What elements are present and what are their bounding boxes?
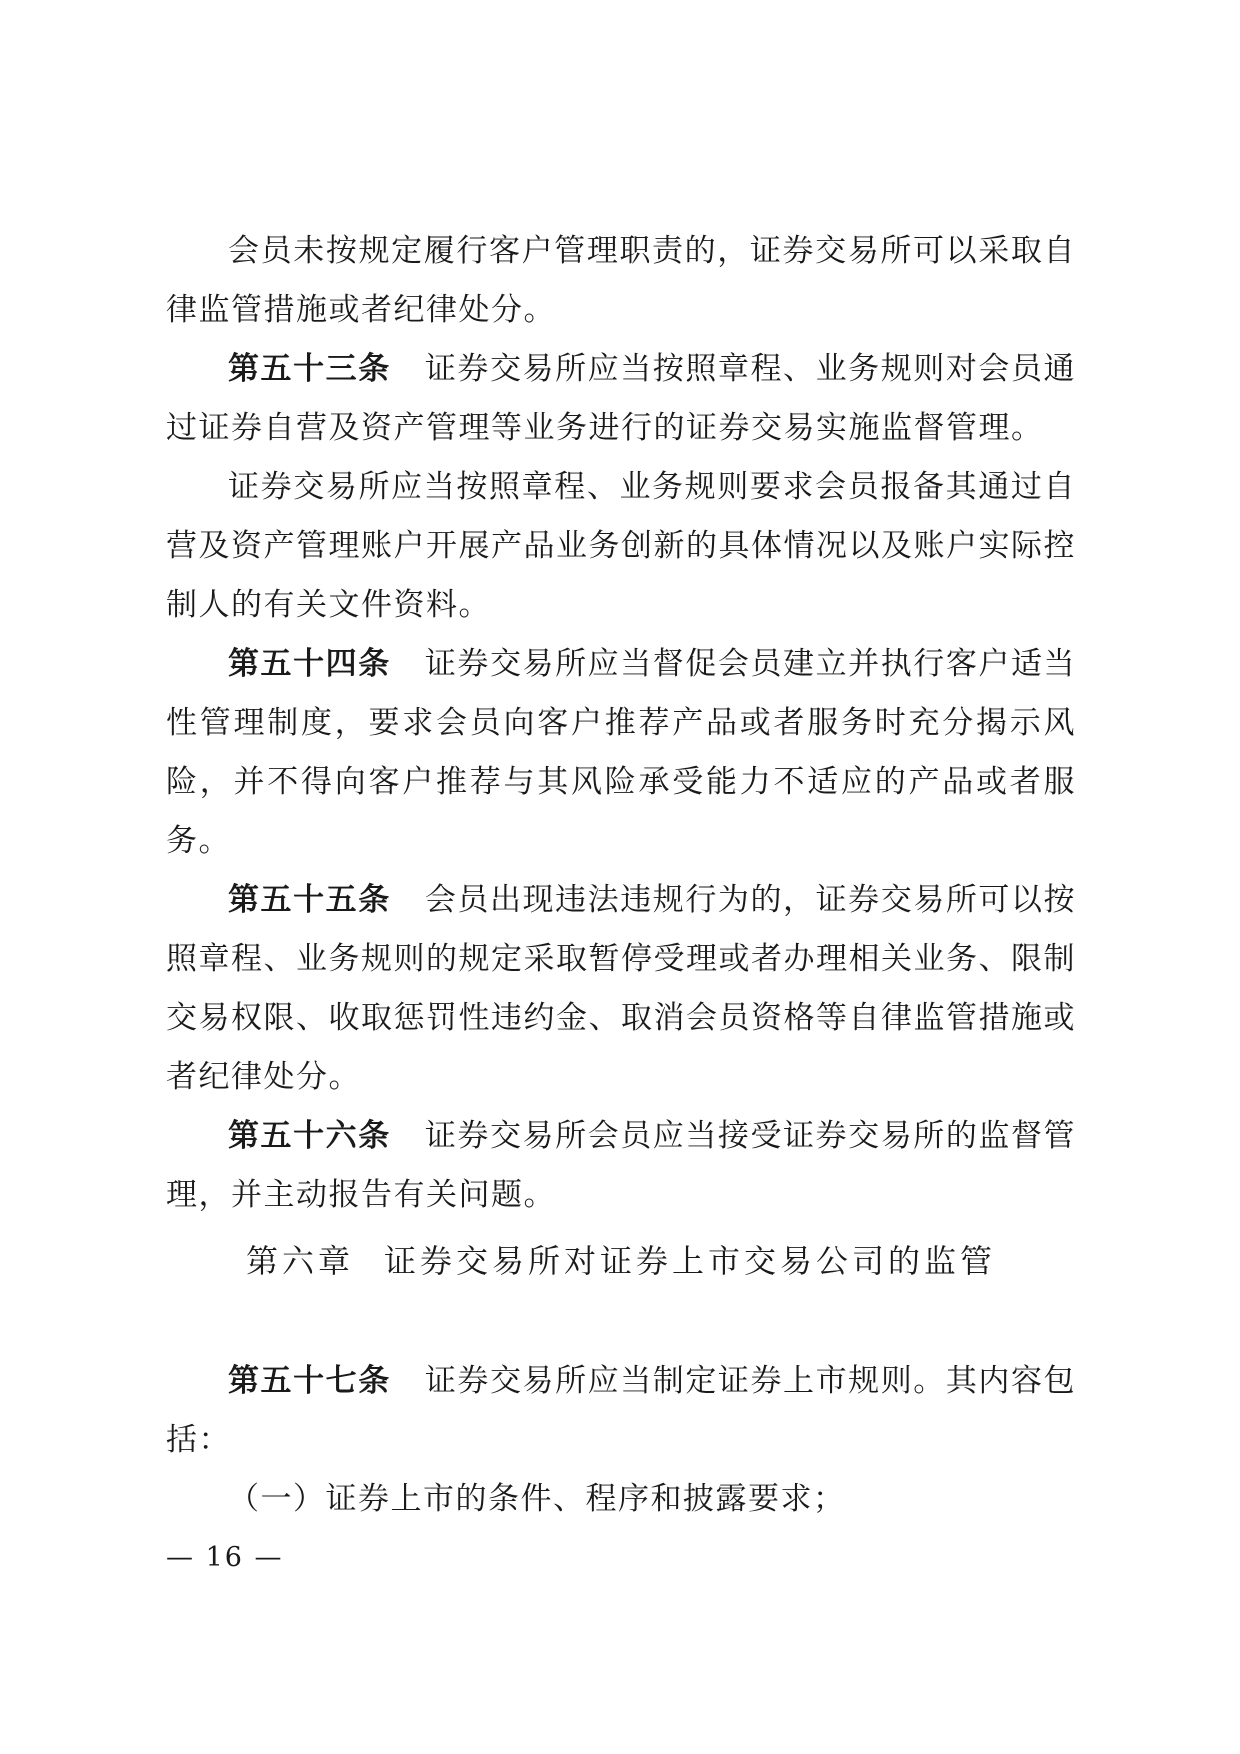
list-item-text: （一）证券上市的条件、程序和披露要求； (228, 1481, 846, 1517)
chapter-heading (166, 1232, 1076, 1291)
body-text-section-1 (166, 222, 1076, 1225)
article-57 (166, 1352, 1076, 1470)
article-55 (166, 871, 1076, 1107)
paragraph (166, 458, 1076, 635)
article-text: 会员出现违法违规行为的，证券交易所可以按照章程、业务规则的规定采取暂停受理或者办理相关业务、限制交易权限、收取惩罚性违约金、取消会员资格等自律监管措施或者纪律处分。 (166, 882, 1077, 1095)
page-number: — 16 — (166, 1542, 284, 1573)
chapter-number: 第六章 (245, 1242, 354, 1280)
paragraph-text: 会员未按规定履行客户管理职责的，证券交易所可以采取自律监管措施或者纪律处分。 (166, 233, 1076, 328)
article-number: 第五十三条 (228, 351, 391, 387)
paragraph (166, 222, 1076, 340)
article-number: 第五十五条 (228, 882, 391, 918)
body-text-section-2 (166, 1352, 1076, 1529)
article-text: 证券交易所应当督促会员建立并执行客户适当性管理制度，要求会员向客户推荐产品或者服务时充分揭示风险，并不得向客户推荐与其风险承受能力不适应的产品或者服务。 (166, 646, 1077, 859)
article-text: 证券交易所会员应当接受证券交易所的监督管理，并主动报告有关问题。 (166, 1118, 1077, 1213)
article-56 (166, 1107, 1076, 1225)
article-number: 第五十四条 (228, 646, 391, 682)
chapter-title: 证券交易所对证券上市交易公司的监管 (384, 1242, 997, 1280)
article-number: 第五十七条 (228, 1363, 391, 1399)
article-text: 证券交易所应当制定证券上市规则。其内容包括： (166, 1363, 1077, 1458)
list-item (166, 1470, 1076, 1529)
article-54 (166, 635, 1076, 871)
article-number: 第五十六条 (228, 1118, 391, 1154)
article-text: 证券交易所应当按照章程、业务规则对会员通过证券自营及资产管理等业务进行的证券交易实施监督管理。 (166, 351, 1077, 446)
paragraph-text: 证券交易所应当按照章程、业务规则要求会员报备其通过自营及资产管理账户开展产品业务创新的具体情况以及账户实际控制人的有关文件资料。 (166, 469, 1076, 623)
article-53 (166, 340, 1076, 458)
